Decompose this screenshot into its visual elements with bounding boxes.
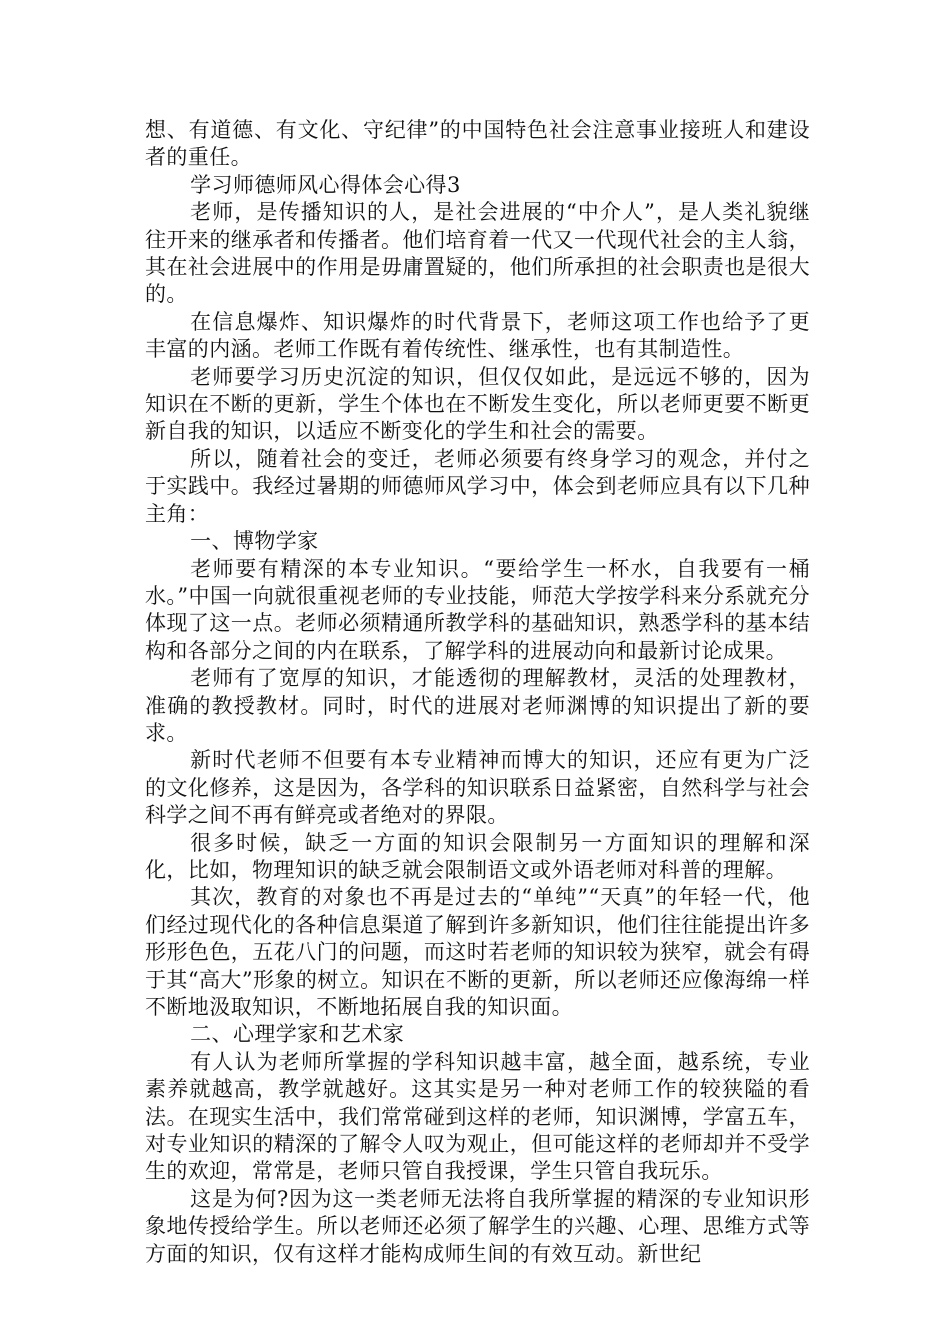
paragraph: 新时代老师不但要有本专业精神而博大的知识，还应有更为广泛的文化修养，这是因为，各学科的知识联系日益紧密，自然科学与社会科学之间不再有鲜亮或者绝对的界限。 xyxy=(145,748,810,828)
paragraph: 其次，教育的对象也不再是过去的“单纯”“天真”的年轻一代，他们经过现代化的各种信息渠道了解到许多新知识，他们往往能提出许多形形色色，五花八门的问题，而这时若老师的知识较为狭窄，就会有碍于其“高大”形象的树立。知识在不断的更新，所以老师还应像海绵一样不断地汲取知识，不断地拓展自我的知识面。 xyxy=(145,885,810,1019)
paragraph: 二、心理学家和艺术家 xyxy=(190,1022,405,1047)
paragraph: 所以，随着社会的变迁，老师必须要有终身学习的观念，并付之于实践中。我经过暑期的师德师风学习中，体会到老师应具有以下几种主角： xyxy=(145,446,810,526)
paragraph: 想、有道德、有文化、守纪律”的中国特色社会注意事业接班人和建设者的重任。 xyxy=(145,118,810,170)
paragraph: 很多时候，缺乏一方面的知识会限制另一方面知识的理解和深化，比如，物理知识的缺乏就会限制语文或外语老师对科普的理解。 xyxy=(145,830,810,882)
paragraph: 老师，是传播知识的人，是社会进展的“中介人”，是人类礼貌继往开来的继承者和传播者。他们培育着一代又一代现代社会的主人翁，其在社会进展中的作用是毋庸置疑的，他们所承担的社会职责也是很大的。 xyxy=(145,200,810,307)
paragraph: 有人认为老师所掌握的学科知识越丰富，越全面，越系统，专业素养就越高，教学就越好。这其实是另一种对老师工作的较狭隘的看法。在现实生活中，我们常常碰到这样的老师，知识渊博，学富五车，对专业知识的精深的了解令人叹为观止，但可能这样的老师却并不受学生的欢迎，常常是，老师只管自我授课，学生只管自我玩乐。 xyxy=(145,1049,810,1184)
paragraph: 在信息爆炸、知识爆炸的时代背景下，老师这项工作也给予了更丰富的内涵。老师工作既有着传统性、继承性，也有其制造性。 xyxy=(145,309,810,362)
paragraph: 老师要有精深的本专业知识。“要给学生一杯水，自我要有一桶水。”中国一向就很重视老师的专业技能，师范大学按学科来分系就充分体现了这一点。老师必须精通所教学科的基础知识，熟悉学科的基本结构和各部分之间的内在联系，了解学科的进展动向和最新讨论成果。 xyxy=(145,556,810,663)
paragraph: 学习师德师风心得体会心得3 xyxy=(190,172,461,197)
document-body xyxy=(145,117,810,1268)
paragraph: 老师要学习历史沉淀的知识，但仅仅如此，是远远不够的，因为知识在不断的更新，学生个体也在不断发生变化，所以老师更要不断更新自我的知识，以适应不断变化的学生和社会的需要。 xyxy=(145,364,810,444)
paragraph: 老师有了宽厚的知识，才能透彻的理解教材，灵活的处理教材，准确的教授教材。同时，时代的进展对老师渊博的知识提出了新的要求。 xyxy=(145,666,810,745)
paragraph: 一、博物学家 xyxy=(190,529,319,554)
paragraph: 这是为何?因为这一类老师无法将自我所掌握的精深的专业知识形象地传授给学生。所以老师还必须了解学生的兴趣、心理、思维方式等方面的知识，仅有这样才能构成师生间的有效互动。新世纪 xyxy=(145,1186,810,1266)
